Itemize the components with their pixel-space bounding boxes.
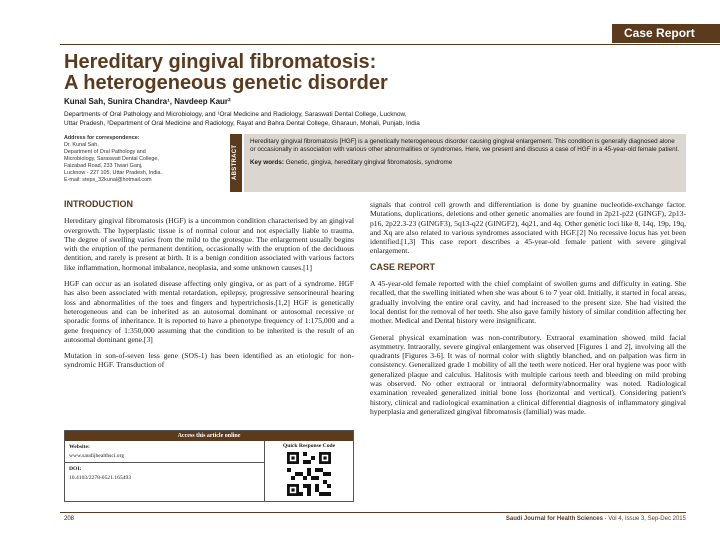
top-margin — [0, 0, 720, 22]
qr-panel — [265, 441, 353, 501]
abstract-side-bar — [230, 134, 242, 192]
journal-issue: - Vol 4, Issue 3, Sep-Dec 2015 — [602, 516, 686, 522]
access-info — [65, 441, 265, 501]
abstract-side-label: ABSTRACT — [232, 144, 238, 180]
title-line-1: Hereditary gingival fibromatosis: — [64, 51, 377, 73]
correspondence-email: E-mail: steps_32kunal@hotmail.com — [64, 177, 152, 183]
qr-label: Quick Response Code — [282, 443, 336, 449]
doi-link[interactable]: 10.4103/2278-0521.165493 — [69, 475, 132, 481]
author-list: Kunal Sah, Sunira Chandra¹, Navdeep Kaur² — [64, 97, 231, 106]
affiliation-line-2: Uttar Pradesh, ²Department of Oral Medicine and Radiology, Rayat and Bahra Dental College, Gharaun, Mohali, Punjab, India — [64, 120, 420, 127]
correspondence-heading: Address for correspondence: — [64, 135, 140, 141]
access-heading: Access this article online — [65, 431, 353, 441]
website-label: Website: — [69, 444, 90, 450]
website-row — [65, 441, 264, 462]
correspondence-block — [64, 135, 224, 184]
intro-paragraph-3: Mutation in son-of-seven less gene (SOS-1) has been identified as an etiologic for non-syndromic HGF. Transduction of — [64, 351, 354, 370]
doi-label: DOI: — [69, 466, 82, 472]
keywords-label: Key words: — [250, 158, 284, 166]
right-column — [370, 200, 686, 423]
abstract-box — [230, 134, 686, 192]
article-title — [64, 52, 624, 94]
article-type-tag: Case Report — [612, 24, 720, 43]
header-rule — [60, 44, 720, 45]
abstract-text: Hereditary gingival fibromatosis [HGF] is a genetically heterogeneous disorder causing gingival enlargement. This condition is generally diagnosed alone or occasionally in association with various other abnormalities or syndromes. Here, we present and discuss a case of HGF in a 45-year-old female patient. — [250, 138, 680, 153]
intro-continuation: signals that control cell growth and differentiation is done by guanine nucleotide-exchange factor. Mutations, duplications, deletions and other genetic anomalies are found in 2p21-p22 (GINGF), 2p13-p16, 2p22.3-23 (GINGF3), 5q13-q22 (GINGF2), 4q21, and 4q. Other genetic loci like 8, 14q, 19p, 19q, and Xq are also related to various syndromes associated with HGF.[2] No recessive locus has yet been identified.[1,3] This case report describes a 45-year-old female patient with severe gingival enlargement. — [370, 200, 686, 256]
affiliations — [64, 110, 684, 128]
title-line-2: A heterogeneous genetic disorder — [64, 72, 388, 94]
correspondence-line: Faizabad Road, 233 Tiwari Ganj, — [64, 163, 143, 169]
correspondence-line: Lucknow - 227 105, Uttar Pradesh, India. — [64, 170, 162, 176]
correspondence-line: Department of Oral Pathology and — [64, 149, 146, 155]
introduction-heading: INTRODUCTION — [64, 199, 133, 209]
case-report-heading: CASE REPORT — [370, 261, 436, 272]
intro-paragraph-1: Hereditary gingival fibromatosis (HGF) is a uncommon condition characterised by an gingival overgrowth. The hyperplastic tissue is of normal colour and not especially liable to trauma. The degree of swelling varies from the mild to the grotesque. The enlargement usually begins with the eruption of the permanent dentition, occasionally with the eruption of the deciduous dentition, and rarely is present at birth. It is a benign condition associated with various factors like inflammation, hormonal imbalance, neoplasia, and some unknown causes.[1] — [64, 216, 354, 272]
journal-name: Saudi Journal for Health Sciences — [505, 516, 603, 522]
footer-rule — [60, 512, 686, 513]
journal-citation — [506, 516, 686, 522]
correspondence-line: Dr. Kunal Sah, — [64, 142, 99, 148]
case-paragraph-1: A 45-year-old female reported with the chief complaint of swollen gums and difficulty in eating. She recalled, that the swelling initiated when she was about 6 to 7 year old. Initially, it started in focal areas, gradually involving the entire oral cavity, and had increased to the present size. She had visited the local dentist for the removal of her teeth. She also gave family history of similar condition affecting her mother. Medical and Dental history were insignificant. — [370, 279, 686, 326]
keywords-text: Genetic, gingiva, hereditary gingival fibromatosis, syndrome — [285, 158, 453, 166]
affiliation-line-1: Departments of Oral Pathology and Microbiology, and ¹Oral Medicine and Radiology, Saraswati Dental College, Lucknow, — [64, 111, 407, 118]
abstract-body — [244, 134, 686, 192]
doi-row — [65, 462, 264, 484]
left-column — [64, 200, 354, 377]
page-number: 208 — [64, 516, 75, 522]
website-link[interactable]: www.saudijhealthsci.org — [69, 453, 125, 459]
intro-paragraph-2: HGF can occur as an isolated disease affecting only gingiva, or as part of a syndrome. HGF has also been associated with mental retardation, epilepsy, progressive sensorineural hearing loss and abnormalities of the toes and fingers and hypertrichosis.[1,2] HGF is genetically heterogeneous and can be inherited as an autosomal dominant or autosomal recessive or sporadic forms of inheritance. It is reported to have a phenotype frequency of 1:175,000 and a gene frequency of 1:350,000 assuming that the condition to be inherited is the result of an autosomal dominant gene.[3] — [64, 279, 354, 344]
qr-code-icon[interactable] — [287, 452, 331, 496]
correspondence-line: Microbiology, Saraswati Dental College, — [64, 156, 159, 162]
access-online-box — [64, 430, 354, 502]
keywords-line — [250, 159, 680, 167]
case-paragraph-2: General physical examination was non-contributory. Extraoral examination showed mild facial asymmetry. Intraorally, severe gingival enlargement was observed [Figures 1 and 2], involving all the quadrants [Figures 3-6]. It was of normal color with slightly blanched, and on palpation was firm in consistency. Generalized grade 1 mobility of all the teeth were noticed. Her oral hygiene was poor with generalized plaque and calculus. Halitosis with multiple carious teeth and bleeding on mild probing was observed. No other extraoral or intraoral deformity/abnormality was noted. Radiological examination revealed generalized initial bone loss (horizontal and vertical). Considering patient's history, clinical and radiological examination a clinical differential diagnosis of inflammatory gingival hyperplasia and generalized gingival fibromatosis (familial) was made. — [370, 332, 686, 416]
